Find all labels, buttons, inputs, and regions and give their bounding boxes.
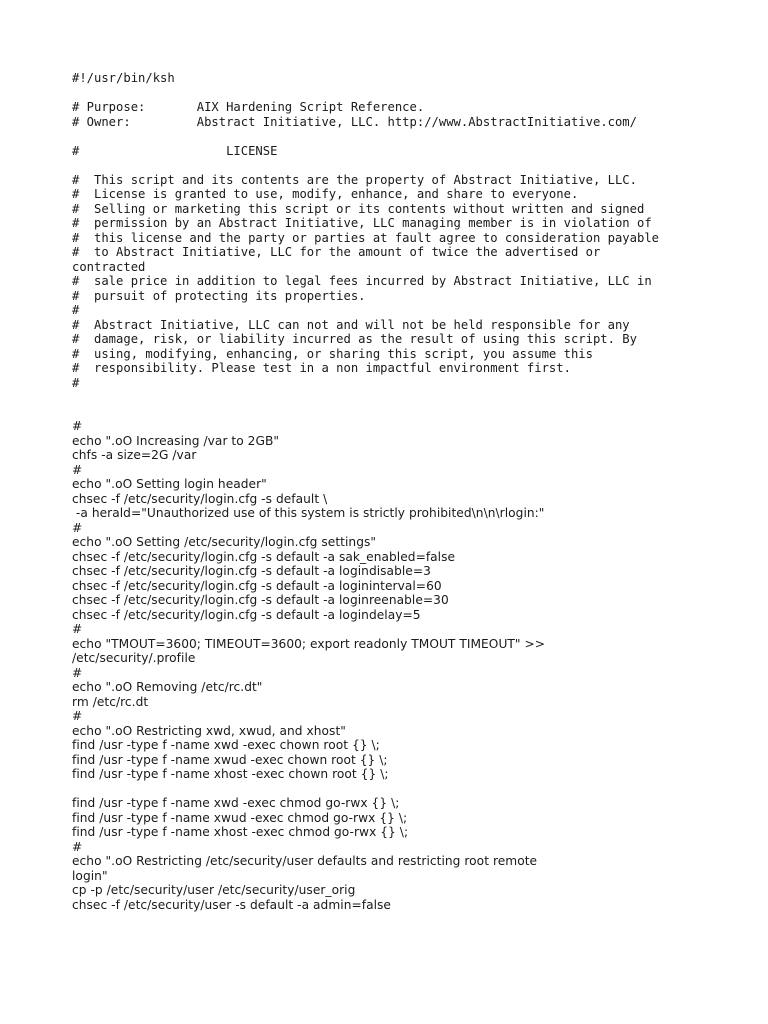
script-line: chsec -f /etc/security/login.cfg -s default -a loginreenable=30 — [72, 593, 449, 607]
script-line: echo ".oO Increasing /var to 2GB" — [72, 433, 280, 448]
script-line: cp -p /etc/security/user /etc/security/user_orig — [72, 883, 356, 897]
script-line: chsec -f /etc/security/login.cfg -s default -a logininterval=60 — [72, 578, 442, 593]
script-line: contracted — [72, 259, 146, 274]
script-line: # permission by an Abstract Initiative, LLC managing member is in violation of — [72, 216, 652, 230]
script-line: # — [72, 375, 80, 390]
script-line: #!/usr/bin/ksh — [72, 71, 175, 85]
script-line — [72, 129, 712, 144]
script-line: # This script and its contents are the property of Abstract Initiative, LLC. — [72, 172, 637, 187]
script-line: find /usr -type f -name xwud -exec chmod go-rwx {} \; — [72, 810, 408, 825]
script-line: # this license and the party or parties at fault agree to consideration payable — [72, 230, 659, 245]
script-line: find /usr -type f -name xwd -exec chown root {} \; — [72, 738, 380, 752]
script-line: # — [72, 462, 83, 477]
script-line: find /usr -type f -name xwd -exec chmod go-rwx {} \; — [72, 796, 400, 810]
script-line: echo ".oO Setting login header" — [72, 477, 267, 491]
script-line: login" — [72, 868, 108, 883]
script-line: chsec -f /etc/security/login.cfg -s default -a logindelay=5 — [72, 607, 421, 622]
script-line — [72, 86, 712, 101]
script-line: rm /etc/rc.dt — [72, 694, 149, 709]
script-line — [72, 158, 712, 173]
script-line: # Selling or marketing this script or its contents without written and signed — [72, 201, 645, 216]
script-line: # to Abstract Initiative, LLC for the amount of twice the advertised or — [72, 245, 601, 259]
script-line: # damage, risk, or liability incurred as the result of using this script. By — [72, 332, 637, 346]
script-line: # — [72, 419, 83, 433]
script-line: find /usr -type f -name xhost -exec chmod go-rwx {} \; — [72, 825, 409, 839]
script-line: chfs -a size=2G /var — [72, 448, 197, 462]
script-line — [72, 782, 712, 797]
script-line: # — [72, 622, 83, 636]
script-line: # — [72, 303, 80, 317]
script-line: echo "TMOUT=3600; TIMEOUT=3600; export readonly TMOUT TIMEOUT" >> — [72, 636, 546, 651]
script-line: chsec -f /etc/security/login.cfg -s default -a sak_enabled=false — [72, 549, 456, 564]
script-line: # using, modifying, enhancing, or sharing this script, you assume this — [72, 346, 593, 361]
script-line: echo ".oO Restricting /etc/security/user defaults and restricting root remote — [72, 854, 538, 868]
script-line: # License is granted to use, modify, enhance, and share to everyone. — [72, 187, 579, 201]
script-line — [72, 405, 712, 420]
script-line: # — [72, 665, 83, 680]
script-line: # Abstract Initiative, LLC can not and will not be held responsible for any — [72, 317, 630, 332]
script-line: find /usr -type f -name xhost -exec chown root {} \; — [72, 767, 389, 781]
script-line: # pursuit of protecting its properties. — [72, 288, 366, 303]
script-text — [72, 71, 712, 912]
script-line: find /usr -type f -name xwud -exec chown root {} \; — [72, 752, 388, 767]
script-line: chsec -f /etc/security/login.cfg -s default -a logindisable=3 — [72, 564, 431, 578]
script-line: chsec -f /etc/security/login.cfg -s default \ — [72, 491, 328, 506]
script-line: # Owner: Abstract Initiative, LLC. http://www.AbstractInitiative.com/ — [72, 114, 637, 129]
script-line: # Purpose: AIX Hardening Script Reference. — [72, 100, 425, 114]
script-line: # — [72, 520, 83, 535]
script-line: # LICENSE — [72, 143, 278, 158]
script-line: echo ".oO Restricting xwd, xwud, and xhost" — [72, 723, 346, 738]
script-line — [72, 390, 712, 405]
script-line: echo ".oO Removing /etc/rc.dt" — [72, 680, 263, 694]
script-line: # responsibility. Please test in a non impactful environment first. — [72, 361, 571, 375]
script-line: /etc/security/.profile — [72, 651, 196, 665]
script-line: echo ".oO Setting /etc/security/login.cfg settings" — [72, 535, 377, 549]
script-line: # — [72, 839, 83, 854]
script-line: # — [72, 709, 83, 723]
script-line: # sale price in addition to legal fees incurred by Abstract Initiative, LLC in — [72, 274, 652, 288]
script-line: chsec -f /etc/security/user -s default -a admin=false — [72, 897, 391, 912]
script-line: -a herald="Unauthorized use of this system is strictly prohibited\n\n\rlogin:" — [72, 506, 545, 520]
